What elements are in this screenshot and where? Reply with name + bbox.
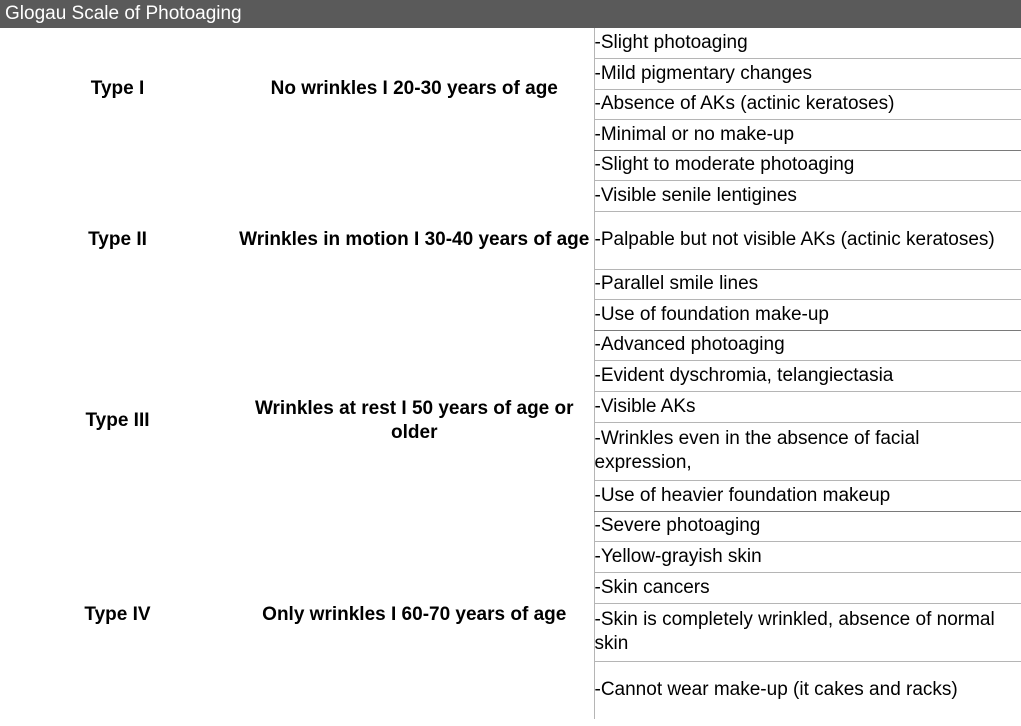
table-row	[0, 150, 1021, 180]
characteristic-item: -Cannot wear make-up (it cakes and racks)	[594, 661, 1021, 719]
type-label: Type IV	[84, 604, 151, 625]
type-description: Wrinkles in motion I 30-40 years of age	[239, 229, 590, 250]
characteristic-item: -Skin cancers	[594, 572, 1021, 603]
characteristic-item: -Skin is completely wrinkled, absence of normal skin	[594, 603, 1021, 661]
table-title: Glogau Scale of Photoaging	[0, 0, 1021, 28]
type-description: Wrinkles at rest I 50 years of age or older	[254, 397, 574, 443]
characteristic-item: -Yellow-grayish skin	[594, 541, 1021, 572]
characteristic-item: -Palpable but not visible AKs (actinic keratoses)	[594, 211, 1021, 269]
characteristic-item: -Visible senile lentigines	[594, 180, 1021, 211]
type-description: No wrinkles I 20-30 years of age	[270, 78, 558, 99]
characteristic-item: -Minimal or no make-up	[594, 119, 1021, 150]
characteristic-item: -Mild pigmentary changes	[594, 58, 1021, 89]
characteristic-item: -Parallel smile lines	[594, 269, 1021, 299]
type-label: Type III	[85, 409, 150, 431]
characteristic-item: -Slight photoaging	[594, 28, 1021, 58]
table-row	[0, 28, 1021, 58]
characteristic-item: -Slight to moderate photoaging	[594, 150, 1021, 180]
characteristic-item: -Absence of AKs (actinic keratoses)	[594, 89, 1021, 119]
table-row	[0, 330, 1021, 360]
type-description: Only wrinkles I 60-70 years of age	[262, 604, 567, 625]
characteristic-item: -Evident dyschromia, telangiectasia	[594, 360, 1021, 391]
type-label: Type I	[90, 78, 145, 99]
characteristic-item: -Visible AKs	[594, 391, 1021, 422]
glogau-scale-table	[0, 28, 1021, 719]
type-label: Type II	[88, 229, 147, 250]
table-row	[0, 511, 1021, 541]
characteristic-item: -Use of foundation make-up	[594, 299, 1021, 330]
characteristic-item: -Advanced photoaging	[594, 330, 1021, 360]
characteristic-item: -Use of heavier foundation makeup	[594, 480, 1021, 511]
characteristic-item: -Wrinkles even in the absence of facial expression,	[594, 422, 1021, 480]
characteristic-item: -Severe photoaging	[594, 511, 1021, 541]
